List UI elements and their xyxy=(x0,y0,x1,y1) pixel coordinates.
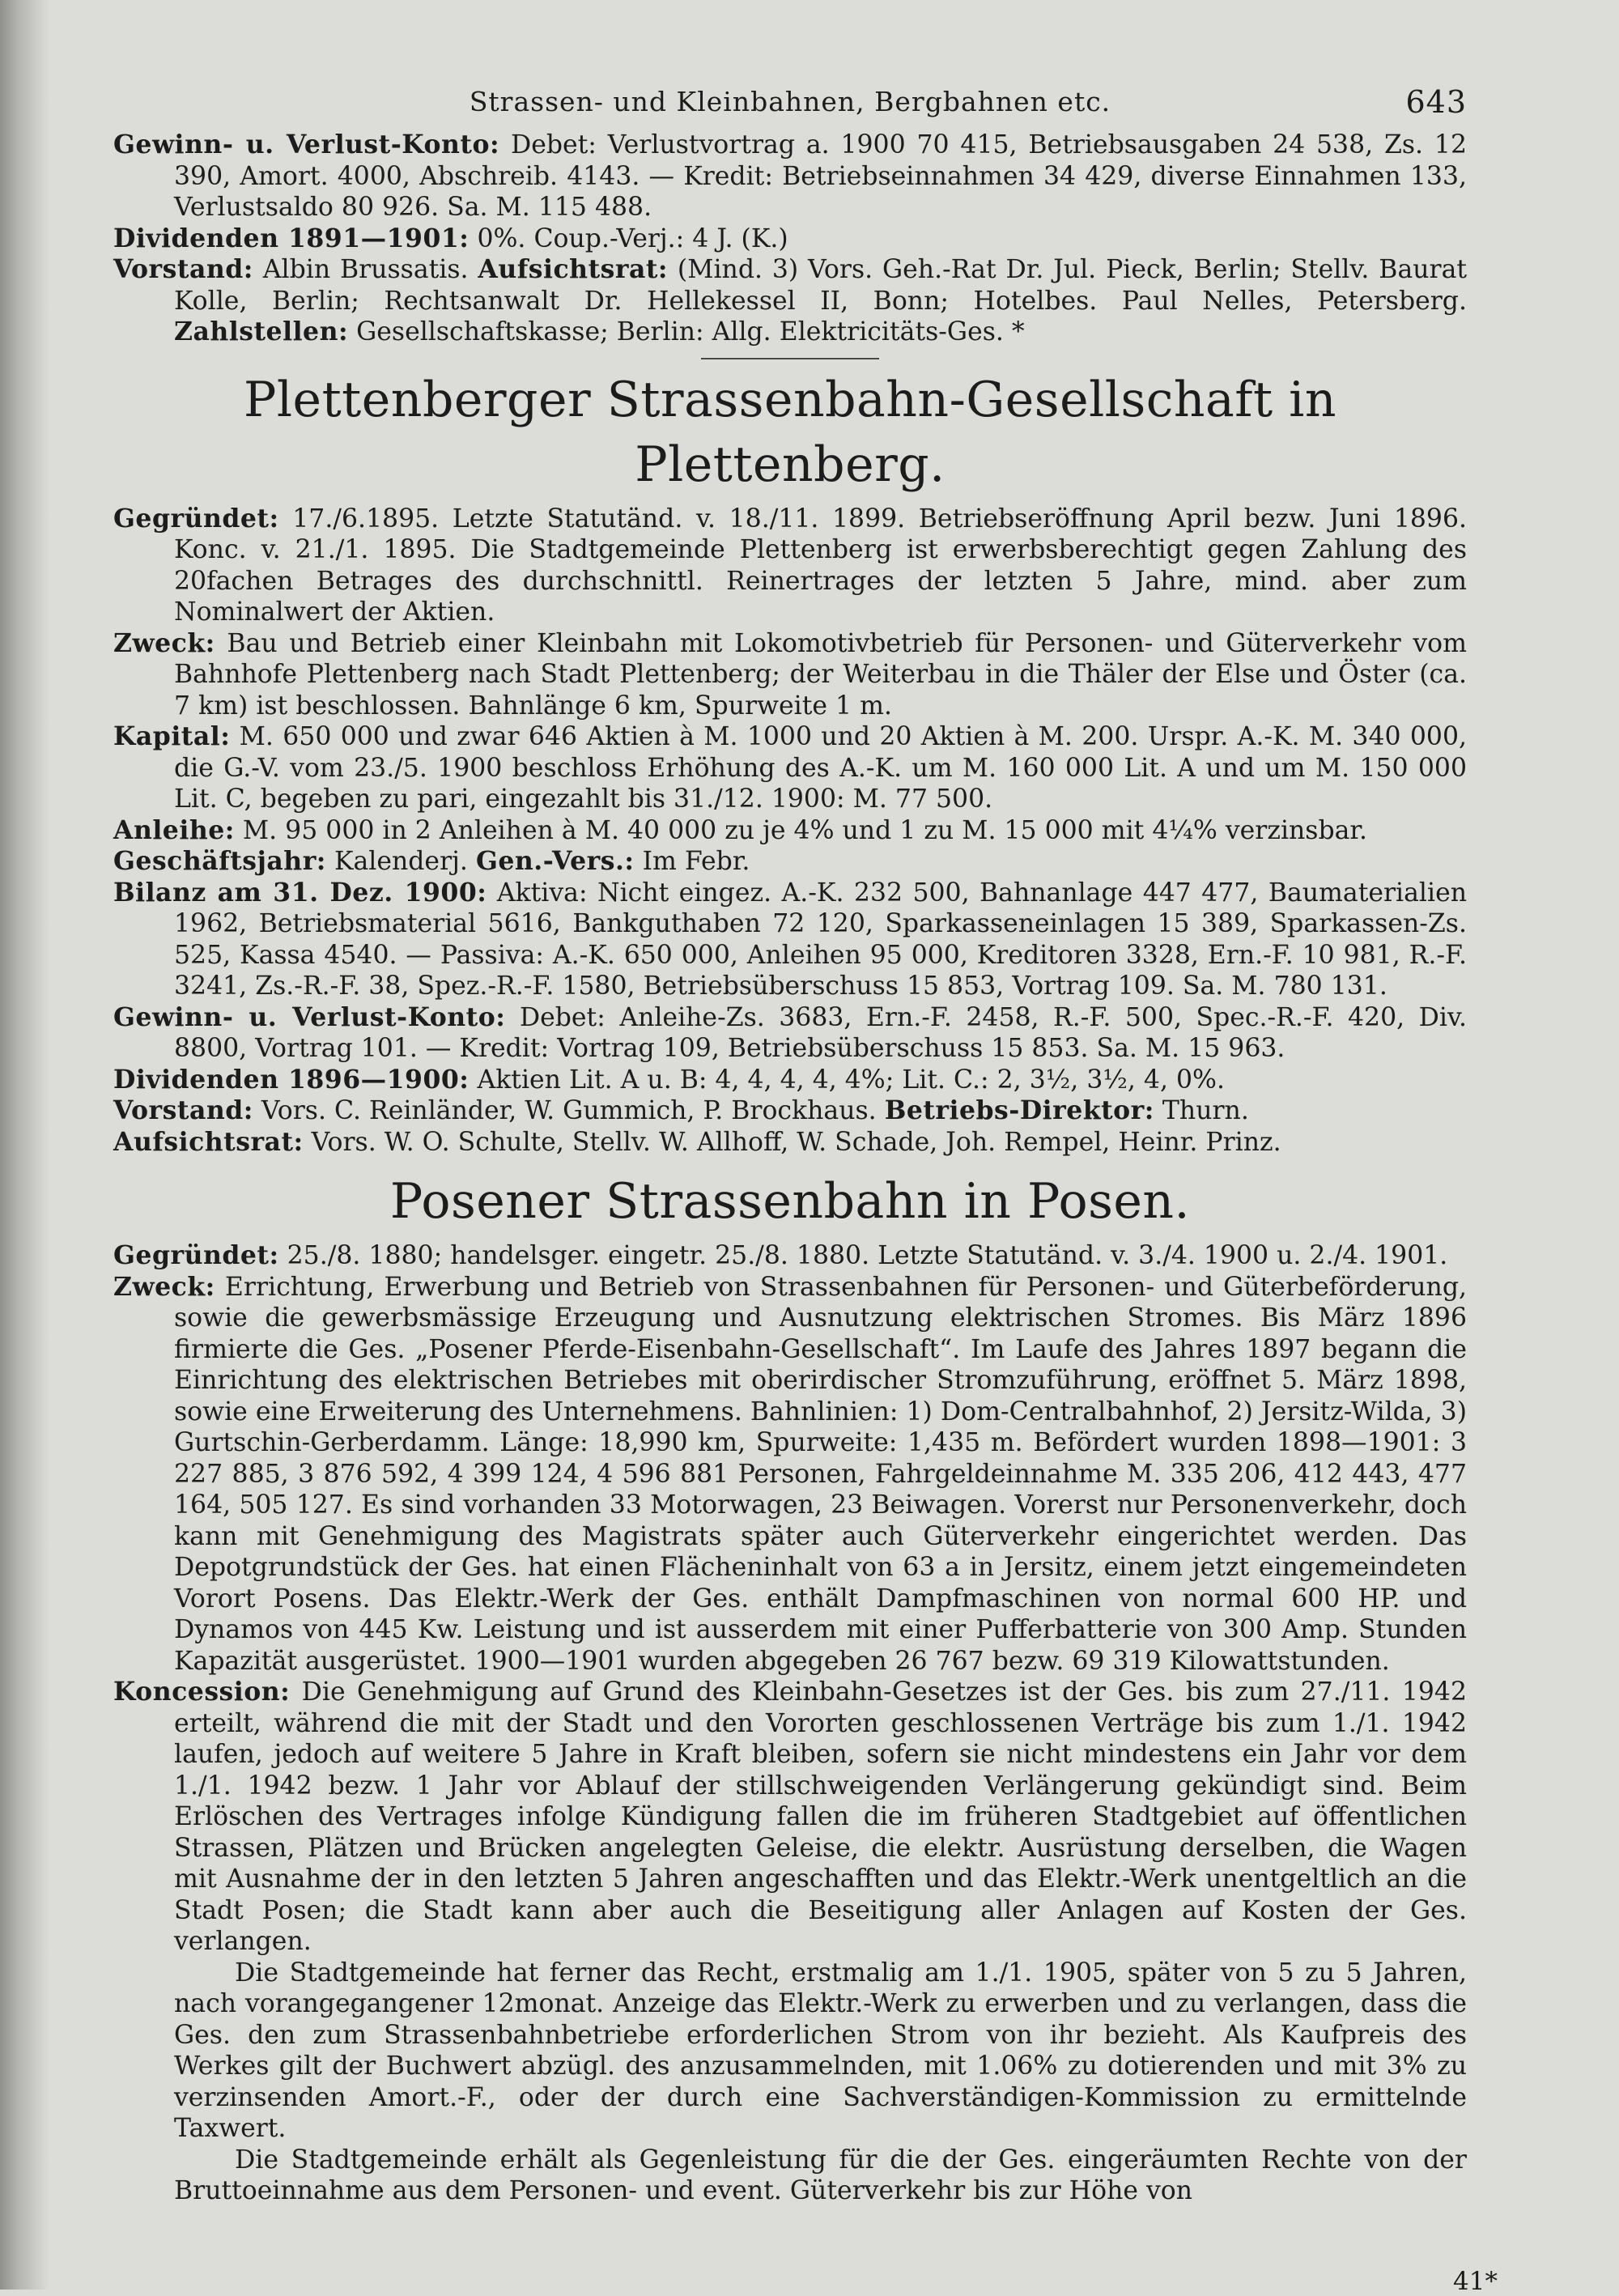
section-text: Die Genehmigung auf Grund des Kleinbahn-Gesetzes ist der Ges. bis zum 27./11. 1942 erteilt, während die mit der Stadt und den Vororten geschlossenen Verträge bis zum 1./1. 1942 laufen, jedoch auf weitere 5 Jahre in Kraft bleiben, sofern sie nicht mindestens ein Jahr vor dem 1./1. 1942 bezw. 1 Jahr vor Ablauf der stillschweigenden Verlängerung gekündigt sind. Beim Erlöschen des Vertrages infolge Kündigung fallen die im früheren Stadtgebiet auf öffentlichen Strassen, Plätzen und Brücken angelegten Geleise, die elektr. Ausrüstung derselben, die Wagen mit Ausnahme der in den letzten 5 Jahren angeschafften und das Elektr.-Werk unentgeltlich an die Stadt Posen; die Stadt kann aber auch die Beseitigung aller Anlagen auf Kosten der Ges. verlangen. xyxy=(174,1677,1467,1956)
section-divider xyxy=(701,358,879,359)
posen-gegruendet xyxy=(113,1240,1467,1272)
section-label: Gewinn- u. Verlust-Konto: xyxy=(113,1001,506,1032)
section-label: Kapital: xyxy=(113,721,231,751)
running-header xyxy=(113,81,1467,130)
section-label: Zweck: xyxy=(113,627,215,658)
section-label: Anleihe: xyxy=(113,814,235,845)
section-label: Gen.-Vers.: xyxy=(475,846,635,876)
posen-paragraph-3: Die Stadtgemeinde erhält als Gegenleistung für die der Ges. eingeräumten Rechte von der Bruttoeinnahme aus dem Personen- und event. Güterverkehr bis zur Höhe von xyxy=(174,2145,1467,2205)
plettenberg-anleihe xyxy=(113,815,1467,847)
section-text: Vors. C. Reinländer, W. Gummich, P. Brockhaus. xyxy=(261,1096,877,1125)
plettenberg-kapital xyxy=(113,721,1467,815)
company-title-posen: Posener Strassenbahn in Posen. xyxy=(389,1173,1191,1230)
section-label: Zahlstellen: xyxy=(174,317,349,347)
running-title: Strassen- und Kleinbahnen, Bergbahnen etc. xyxy=(469,86,1111,117)
section-label: Gewinn- u. Verlust-Konto: xyxy=(113,130,500,159)
section-label: Vorstand: xyxy=(113,1095,253,1125)
company-title-plettenberg: Plettenberger Strassenbahn-Gesellschaft in Plettenberg. xyxy=(244,371,1336,493)
plettenberg-gegruendet xyxy=(113,504,1467,628)
plettenberg-gewinn-verlust xyxy=(113,1002,1467,1065)
section-text: Aktiva: Nicht eingez. A.-K. 232 500, Bahnanlage 447 477, Baumaterialien 1962, Betriebsmaterial 5616, Bankguthaben 72 120, Sparkasseneinlagen 15 389, Sparkassen-Zs. 525, Kassa 4540. — Passiva: A.-K. 650 000, Anleihen 95 000, Kreditoren 3328, Ern.-F. 10 981, R.-F. 3241, Zs.-R.-F. 38, Spez.-R.-F. 1580, Betriebsüberschuss 15 853, Vortrag 109. Sa. M. 780 131. xyxy=(174,878,1467,1001)
section-label: Zweck: xyxy=(113,1271,215,1302)
section-text: Errichtung, Erwerbung und Betrieb von Strassenbahnen für Personen- und Güterbeförderung, sowie die gewerbsmässige Erzeugung und Ausnutzung elektrischen Stromes. Bis März 1896 firmierte die Ges. „Posener Pferde-Eisenbahn-Gesellschaft“. Im Laufe des Jahres 1897 begann die Einrichtung des elektrischen Betriebes mit oberirdischer Stromzuführung, eröffnet 5. März 1898, sowie eine Erweiterung des Unternehmens. Bahnlinien: 1) Dom-Centralbahnhof, 2) Jersitz-Wilda, 3) Gurtschin-Gerberdamm. Länge: 18,990 km, Spurweite: 1,435 m. Befördert wurden 1898—1901: 3 227 885, 3 876 592, 4 399 124, 4 596 881 Personen, Fahrgeldeinnahme M. 335 206, 412 443, 477 164, 505 127. Es sind vorhanden 33 Motorwagen, 23 Beiwagen. Vorerst nur Personenverkehr, doch kann mit Genehmigung des Magistrats später auch Güterverkehr eingerichtet werden. Das Depotgrundstück der Ges. hat einen Flächeninhalt von 63 a in Jersitz, einem jetzt eingemeindeten Vorort Posens. Das Elektr.-Werk der Ges. enthält Dampfmaschinen von normal 600 HP. und Dynamos von 445 Kw. Leistung und ist ausserdem mit einer Pufferbatterie von 300 Amp. Stunden Kapazität ausgerüstet. 1900—1901 wurden abgegeben 26 767 bezw. 69 319 Kilowattstunden. xyxy=(174,1272,1468,1676)
section-label: Gegründet: xyxy=(113,1240,279,1270)
section-text: M. 95 000 in 2 Anleihen à M. 40 000 zu je 4% und 1 zu M. 15 000 mit 4¼% verzinsbar. xyxy=(242,815,1368,845)
section-text: 17./6.1895. Letzte Statutänd. v. 18./11. 1899. Betriebseröffnung April bezw. Juni 1896. Konc. v. 21./1. 1895. Die Stadtgemeinde Plettenberg ist erwerbsberechtigt gegen Zahlung des 20fachen Betrages des durchschnittl. Reinertrages der letzten 5 Jahre, mind. aber zum Nominalwert der Aktien. xyxy=(174,504,1467,627)
page-number: 643 xyxy=(1405,84,1467,120)
book-spine-shadow xyxy=(0,0,50,2290)
section-text: 0%. Coup.-Verj.: 4 J. (K.) xyxy=(477,223,788,253)
section-text: Bau und Betrieb einer Kleinbahn mit Lokomotivbetrieb für Personen- und Güterverkehr vom Bahnhofe Plettenberg nach Stadt Plettenberg; der Weiterbau in die Thäler der Else und Öster (ca. 7 km) ist beschlossen. Bahnlänge 6 km, Spurweite 1 m. xyxy=(174,628,1467,721)
section-text: 25./8. 1880; handelsger. eingetr. 25./8. 1880. Letzte Statutänd. v. 3./4. 1900 u. 2./4. 1901. xyxy=(287,1241,1448,1270)
section-label: Aufsichtsrat: xyxy=(478,254,669,284)
plettenberg-geschaeftsjahr xyxy=(113,846,1467,878)
section-text: Debet: Verlustvortrag a. 1900 70 415, Betriebsausgaben 24 538, Zs. 12 390, Amort. 4000, Abschreib. 4143. — Kredit: Betriebseinnahmen 34 429, diverse Einnahmen 133, Verlustsaldo 80 926. Sa. M. 115 488. xyxy=(174,130,1467,222)
section-text: M. 650 000 und zwar 646 Aktien à M. 1000 und 20 Aktien à M. 200. Urspr. A.-K. M. 340 000, die G.-V. vom 23./5. 1900 beschloss Erhöhung des A.-K. um M. 160 000 Lit. A und um M. 150 000 Lit. C, begeben zu pari, eingezahlt bis 31./12. 1900: M. 77 500. xyxy=(174,722,1467,814)
section-text: Albin Brussatis. xyxy=(262,255,469,284)
section-text: Gesellschaftskasse; Berlin: Allg. Elektricitäts-Ges. * xyxy=(356,317,1025,347)
signature-mark: 41* xyxy=(1453,2267,1498,2296)
posen-koncession xyxy=(113,1677,1467,1958)
section-text: Vors. W. O. Schulte, Stellv. W. Allhoff, W. Schade, Joh. Rempel, Heinr. Prinz. xyxy=(311,1127,1281,1157)
section-label: Dividenden 1896—1900: xyxy=(113,1064,470,1095)
posen-paragraph-2: Die Stadtgemeinde hat ferner das Recht, erstmalig am 1./1. 1905, später von 5 zu 5 Jahren, nach vorangegangener 12monat. Anzeige das Elektr.-Werk zu erwerben und zu verlangen, dass die Ges. den zum Strassenbahnbetriebe erforderlichen Strom von ihr bezieht. Als Kaufpreis des Werkes gilt der Buchwert abzügl. des anzusammelnden, mit 1.06% zu dotierenden und mit 3% zu verzinsenden Amort.-F., oder der durch eine Sachverständigen-Kommission zu ermittelnde Taxwert. xyxy=(174,1958,1467,2143)
section-label: Koncession: xyxy=(113,1677,291,1707)
plettenberg-vorstand xyxy=(113,1095,1467,1127)
plettenberg-bilanz xyxy=(113,878,1467,1002)
section-text: Aktien Lit. A u. B: 4, 4, 4, 4, 4%; Lit. C.: 2, 3½, 3½, 4, 0%. xyxy=(477,1065,1225,1095)
prev-gewinn-verlust xyxy=(113,130,1467,223)
section-label: Bilanz am 31. Dez. 1900: xyxy=(113,877,487,908)
section-text: Debet: Anleihe-Zs. 3683, Ern.-F. 2458, R.-F. 500, Spec.-R.-F. 420, Div. 8800, Vortrag 101. — Kredit: Vortrag 109, Betriebsüberschuss 15 853. Sa. M. 15 963. xyxy=(174,1002,1468,1063)
section-label: Dividenden 1891—1901: xyxy=(113,223,470,253)
section-label: Betriebs-Direktor: xyxy=(884,1095,1154,1125)
section-text: (Mind. 3) Vors. Geh.-Rat Dr. Jul. Pieck, Berlin; Stellv. Baurat Kolle, Berlin; Rechtsanwalt Dr. Hellekessel II, Bonn; Hotelbes. Paul Nelles, Petersberg. xyxy=(174,255,1468,316)
section-label: Gegründet: xyxy=(113,503,279,534)
section-text: Thurn. xyxy=(1162,1096,1249,1125)
prev-dividenden xyxy=(113,223,1467,255)
prev-vorstand xyxy=(113,254,1467,348)
plettenberg-aufsichtsrat xyxy=(113,1127,1467,1159)
section-text: Im Febr. xyxy=(642,847,750,876)
posen-zweck xyxy=(113,1272,1467,1677)
section-text: Kalenderj. xyxy=(334,847,468,876)
section-label: Aufsichtsrat: xyxy=(113,1126,304,1157)
section-label: Geschäftsjahr: xyxy=(113,846,326,876)
page xyxy=(113,81,1467,2207)
plettenberg-zweck xyxy=(113,628,1467,722)
plettenberg-dividenden xyxy=(113,1065,1467,1096)
section-label: Vorstand: xyxy=(113,254,253,284)
